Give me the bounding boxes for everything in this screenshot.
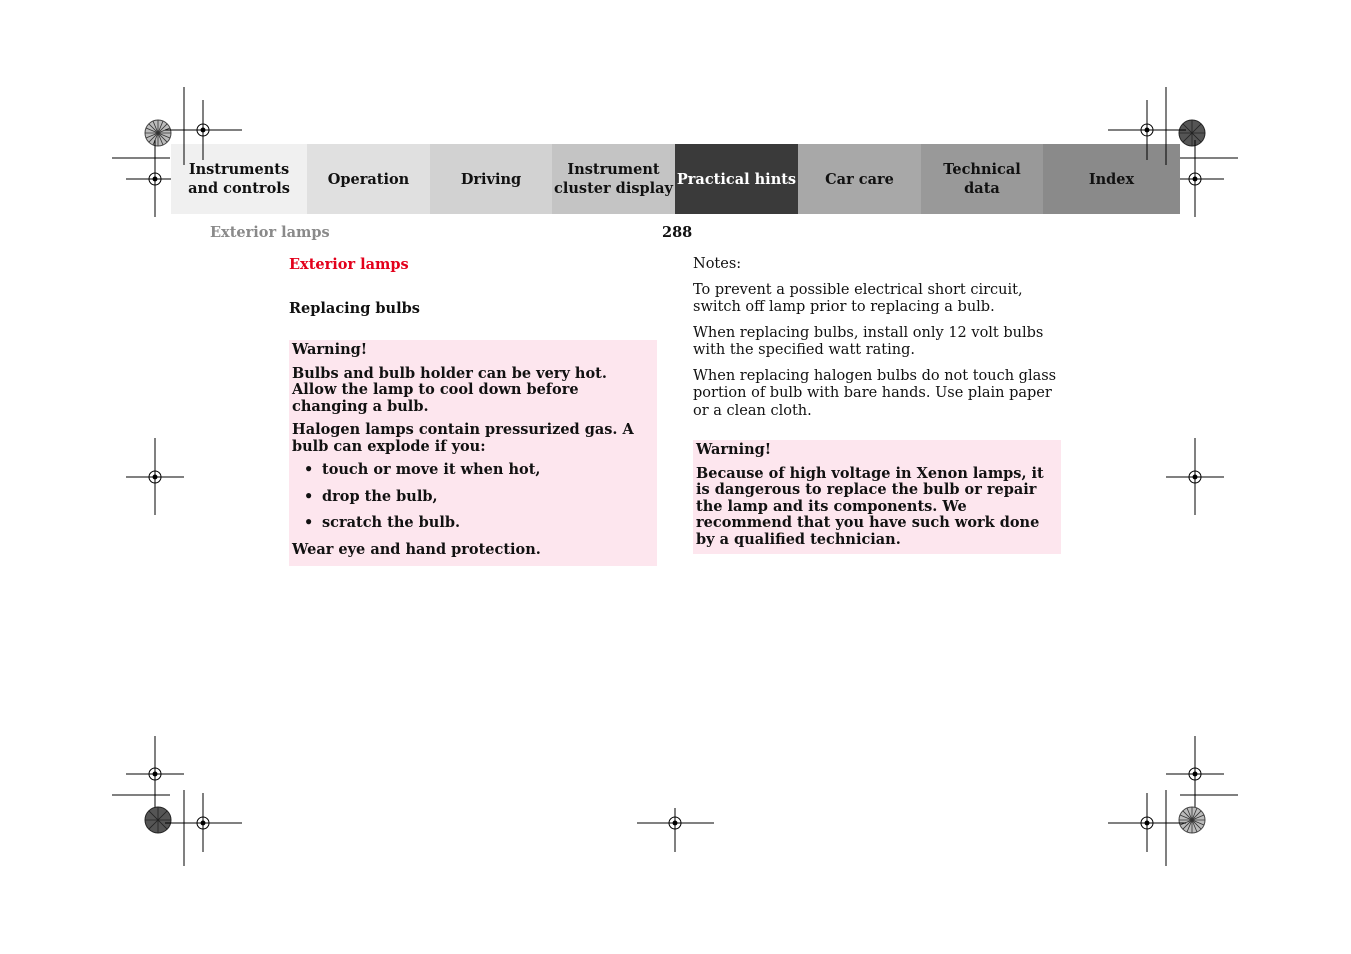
list-item: • touch or move it when hot, — [304, 462, 654, 479]
tab-instruments-and-controls[interactable]: Instruments and controls — [171, 144, 307, 214]
warning-paragraph: Bulbs and bulb holder can be very hot. Allow the lamp to cool down before changing a bulb. — [292, 364, 607, 415]
warning-paragraph: Halogen lamps contain pressurized gas. A bulb can explode if you: — [292, 421, 634, 455]
running-header: Exterior lamps — [210, 224, 330, 241]
tab-instrument-cluster-display[interactable]: Instrument cluster display — [552, 144, 675, 214]
tab-car-care[interactable]: Car care — [798, 144, 921, 214]
tab-practical-hints[interactable]: Practical hints — [675, 144, 798, 214]
note-paragraph: When replacing bulbs, install only 12 volt bulbs with the specified watt rating. — [693, 324, 1044, 358]
notes-label: Notes: — [693, 256, 742, 272]
warning-heading: Warning! — [696, 441, 772, 458]
page-number: 288 — [662, 224, 693, 241]
warning-closing: Wear eye and hand protection. — [292, 540, 541, 558]
tab-driving[interactable]: Driving — [430, 144, 552, 214]
tab-technical-data[interactable]: Technical data — [921, 144, 1043, 214]
subheading: Replacing bulbs — [289, 300, 420, 317]
tab-index[interactable]: Index — [1043, 144, 1180, 214]
section-title: Exterior lamps — [289, 256, 409, 273]
warning-paragraph: Because of high voltage in Xenon lamps, it is dangerous to replace the bulb or repair the lamp and its components. We recommend that you have such work done by a qualified technician. — [696, 464, 1044, 548]
warning-heading: Warning! — [292, 341, 368, 358]
note-paragraph: To prevent a possible electrical short circuit, switch off lamp prior to replacing a bulb. — [693, 281, 1023, 315]
tab-operation[interactable]: Operation — [307, 144, 430, 214]
note-paragraph: When replacing halogen bulbs do not touch glass portion of bulb with bare hands. Use plain paper or a clean cloth. — [693, 367, 1057, 419]
list-item: • drop the bulb, — [304, 489, 654, 506]
list-item: • scratch the bulb. — [304, 515, 654, 532]
